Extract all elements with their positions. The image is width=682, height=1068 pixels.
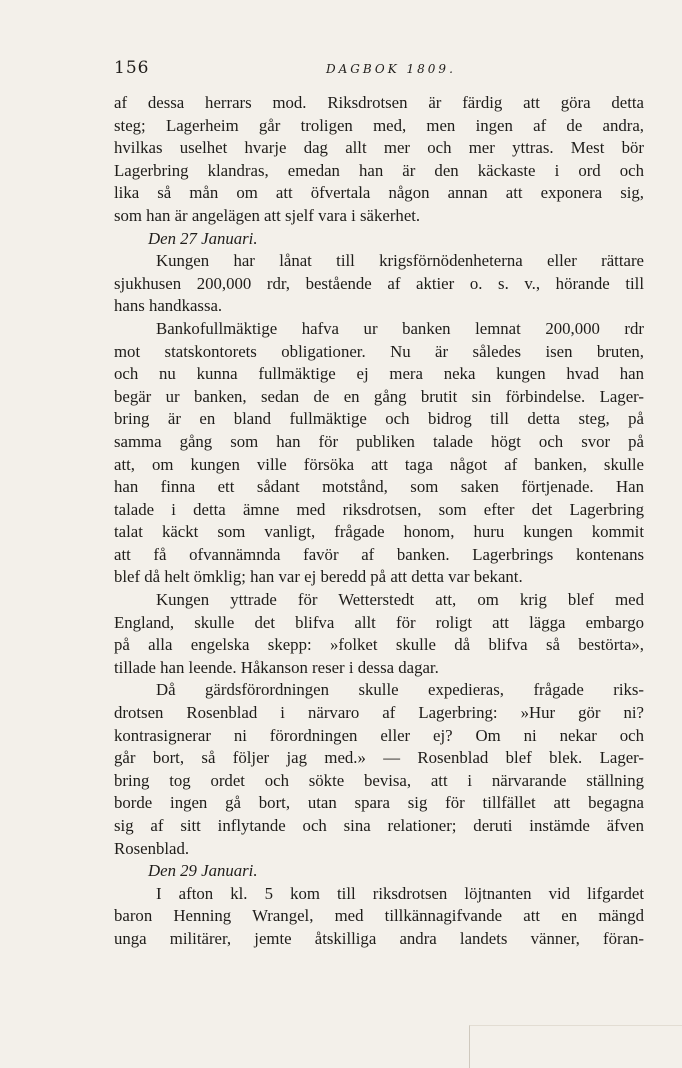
text-line: Lagerbring klandras, emedan han är den käckaste i ord och (114, 160, 644, 180)
text-line: I afton kl. 5 kom till riksdrotsen löjtnanten vid lifgardet (156, 883, 644, 903)
text-line: hans handkassa. (114, 296, 223, 316)
text-line: samma gång som han för publiken talade högt och svor på (114, 431, 644, 451)
text-line: drotsen Rosenblad i närvaro af Lagerbring: »Hur gör ni? (114, 703, 644, 723)
text-line: som han är angelägen att sjelf vara i säkerhet. (114, 205, 421, 225)
text-line: unga militärer, jemte åtskilliga andra landets vänner, föran- (114, 928, 644, 948)
text-line: blef då helt ömklig; han var ej beredd på att detta var bekant. (114, 567, 523, 587)
text-line: af dessa herrars mod. Riksdrotsen är färdig att göra detta (114, 93, 644, 112)
date-heading: Den 27 Januari. (148, 228, 258, 248)
text-line: borde ingen gå bort, utan spara sig för tillfället att begagna (114, 793, 644, 813)
date-heading: Den 29 Januari. (148, 861, 258, 881)
text-line: sig af sitt inflytande och sina relationer; deruti instämde äfven (114, 816, 644, 835)
page-header (114, 58, 644, 82)
text-line: sjukhusen 200,000 rdr, bestående af aktier o. s. v., hörande till (114, 273, 644, 293)
text-line: han finna ett sådant motstånd, som saken förtjenade. Han (114, 477, 644, 497)
text-line: Då gärdsförordningen skulle expedieras, frågade riks- (156, 680, 644, 700)
text-line: på alla engelska skepp: »folket skulle då blifva så bestörta», (114, 635, 644, 655)
text-line: steg; Lagerheim går troligen med, men ingen af de andra, (114, 115, 644, 135)
text-line: talat käckt som vanligt, frågade honom, huru kungen kommit (114, 522, 644, 542)
page-corner-fold (469, 1025, 682, 1068)
page-number: 156 (114, 58, 150, 78)
text-line: lika så mån om att öfvertala någon annan att exponera sig, (114, 183, 644, 203)
text-line: begär ur banken, sedan de en gång brutit sin förbindelse. Lager- (114, 386, 644, 406)
text-line: baron Henning Wrangel, med tillkännagifvande att en mängd (114, 906, 644, 926)
text-line: bring är en bland fullmäktige och bidrog till detta steg, på (114, 409, 644, 429)
text-line: går bort, så följer jag med.» — Rosenblad blef blek. Lager- (114, 748, 644, 768)
text-line: Kungen har lånat till krigsförnödenheterna eller rättare (156, 251, 644, 271)
text-line: tillade han leende. Håkanson reser i dessa dagar. (114, 657, 439, 677)
text-line: Kungen yttrade för Wetterstedt att, om krig blef med (156, 590, 644, 610)
running-title: DAGBOK 1809. (326, 62, 456, 76)
text-line: hvilkas uselhet hvarje dag allt mer och mer yttras. Mest bör (114, 138, 644, 158)
text-line: att, om kungen ville försöka att taga något af banken, skulle (114, 454, 644, 474)
text-line: bring tog ordet och sökte bevisa, att i närvarande ställning (114, 770, 644, 790)
text-line: Bankofullmäktige hafva ur banken lemnat 200,000 rdr (156, 318, 644, 338)
text-line: mot statskontorets obligationer. Nu är således isen bruten, (114, 341, 644, 361)
text-line: Rosenblad. (114, 838, 190, 858)
text-line: kontrasignerar ni förordningen eller ej? Om ni nekar och (114, 725, 644, 745)
text-line: talade i detta ämne med riksdrotsen, som efter det Lagerbring (114, 499, 644, 519)
text-line: England, skulle det blifva allt för roligt att lägga embargo (114, 612, 644, 632)
text-line: att få ofvannämnda favör af banken. Lagerbrings kontenans (114, 544, 644, 564)
text-line: och nu kunna fullmäktige ej mera neka kungen hvad han (114, 364, 644, 384)
body-text (114, 92, 644, 951)
